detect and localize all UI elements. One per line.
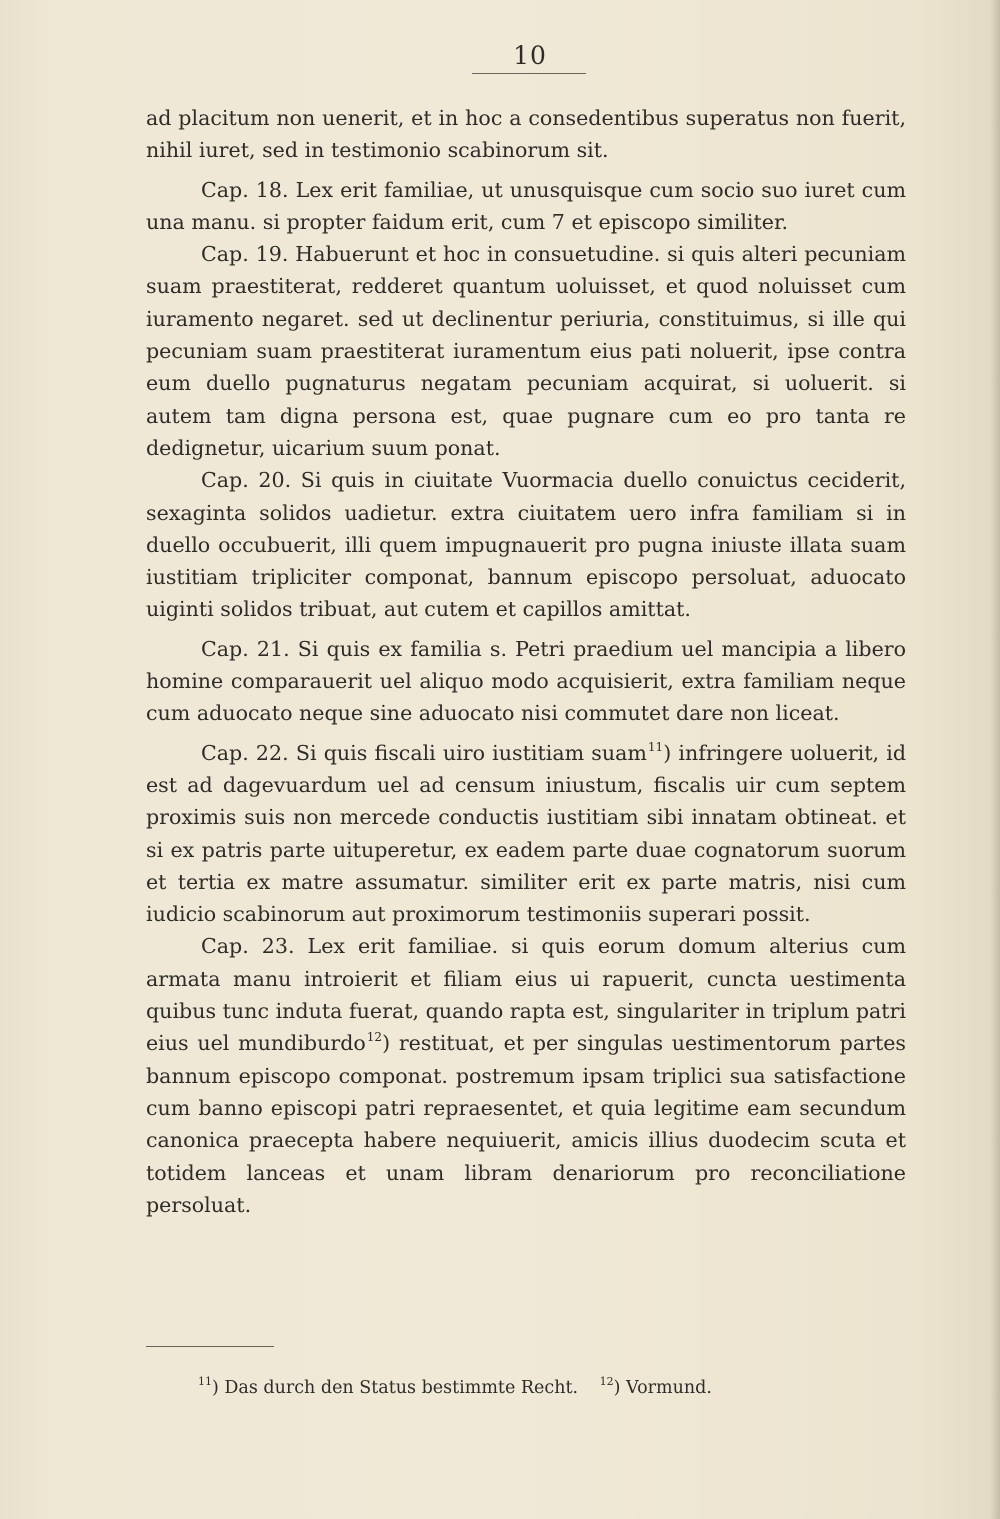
chapter-heading: Cap. 22. [201,740,289,765]
chapter-text: Lex erit familiae. si quis eorum domum alterius cum armata manu introierit et filiam eius ui rapuerit, cuncta uestimenta quibus tunc induta fuerat, quando rapta est, singulariter in triplum patri eius uel mundiburdo [146,934,907,1056]
chapter-heading: Cap. 23. [201,934,295,959]
chapter-text: Si quis fiscali uiro iustitiam suam [295,740,647,765]
paragraph-text: ad placitum non uenerit, et in hoc a consedentibus superatus non fuerit, nihil iuret, sed in testimonio scabinorum sit. [146,106,906,163]
chapter-text-continued: ) restituat, et per singulas uestimentorum partes bannum episcopo componat. postremum ipsam triplici sua satisfactione cum banno episcopi patri repraesentet, et quia legitime eam secundum canonica praecepta habere nequiuerit, amicis illius duodecim scuta et totidem lanceas et unam libram denariorum pro reconciliatione persoluat. [146,1031,906,1217]
chapter-heading: Cap. 19. [201,242,289,267]
chapter-21 [146,633,906,730]
footnotes [198,1375,898,1401]
footnote-reference: 11 [647,739,664,754]
chapter-heading: Cap. 21. [201,636,290,661]
footnote-mark: 12 [599,1375,614,1388]
footnote-mark: 11 [198,1375,212,1388]
chapter-heading: Cap. 20. [201,468,292,493]
page-number: 10 [513,41,547,70]
chapter-text: Si quis in ciuitate Vuormacia duello conuictus ceciderit, sexaginta solidos uadietur. extra ciuitatem uero infra familiam si in duello occubuerit, illi quem impugnauerit pro pugna iniuste illata suam iustitiam tripliciter componat, bannum episcopo persoluat, aduocato uiginti solidos tribuat, aut cutem et capillos amittat. [146,468,907,622]
chapter-text: Habuerunt et hoc in consuetudine. si quis alteri pecuniam suam praestiterat, redderet quantum uoluisset, et quod noluisset cum iuramento negaret. sed ut declinentur periuria, constituimus, si ille qui pecuniam suam praestiterat iuramentum eius pati noluerit, ipse contra eum duello pugnaturus negatam pecuniam acquirat, si uoluerit. si autem tam digna persona est, quae pugnare cum eo pro tanta re dedignetur, uicarium suum ponat. [146,242,907,460]
chapter-heading: Cap. 18. [201,177,289,202]
chapter-text: Lex erit familiae, ut unusquisque cum socio suo iuret cum una manu. si propter faidum erit, cum 7 et episcopo similiter. [146,177,907,234]
chapter-19 [146,238,906,464]
chapter-18 [146,174,906,239]
footnote-rule [146,1346,274,1347]
footnote-11 [198,1375,579,1398]
footnote-text: ) Vormund. [613,1378,712,1398]
page-edge-shadow [990,0,1000,1519]
footnote-text: ) Das durch den Status bestimmte Recht. [212,1378,579,1398]
chapter-text-continued: ) infringere uoluerit, id est ad dagevuardum uel ad censum iniustum, fiscalis uir cum septem proximis suis non mercede conductis iustitiam sibi innatam obtineat. et si ex patris parte uituperetur, ex eadem parte duae cognatorum suorum et tertia ex matre assumatur. similiter erit ex parte matris, nisi cum iudicio scabinorum aut proximorum testimoniis superari possit. [146,740,907,927]
body-text [146,102,906,1221]
chapter-20 [146,464,906,625]
footnote-reference: 12 [366,1030,383,1045]
chapter-23 [146,930,906,1221]
paragraph-continuation [146,102,906,167]
footnote-12 [599,1375,712,1398]
chapter-text: Si quis ex familia s. Petri praedium uel mancipia a libero homine comparauerit uel aliquo modo acquisierit, extra familiam neque cum aduocato neque sine aduocato nisi commutet dare non liceat. [146,636,907,726]
header-rule [472,73,586,74]
chapter-22 [146,737,906,931]
